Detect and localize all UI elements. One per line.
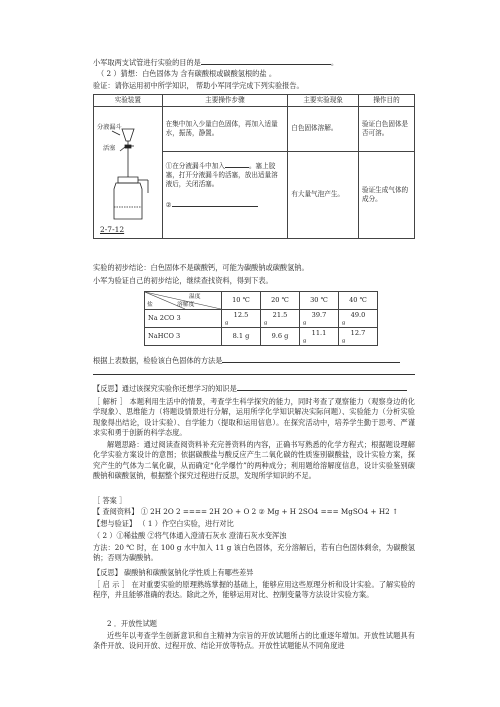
value-text: 21.5 (272, 311, 288, 320)
table-header-row (94, 95, 415, 107)
header-purpose: 操作目的 (359, 95, 415, 107)
section-heading: 2 ．开放性试题 (107, 619, 157, 628)
value-text: 49.0 (350, 311, 366, 320)
answer-line-1: 【 查阅资料】 ① 2H 2O 2 ==== 2H 2O + O 2 ② Mg + H 2SO4 === MgSO4 + H2 ↑ (93, 507, 399, 516)
verify-line: 验证：请你运用初中所学知识， 帮助小军同学完成下列实验报告。 (93, 81, 304, 90)
unit-text: g (303, 337, 307, 344)
solution-approach-paragraph: 解题思路：通过阅读查阅资料补充完善资料的内容，正确书写熟悉的化学方程式；根据题设理解化学实验方案设计的意图；依据碳酸盐与酸反应产生二氧化碳的性质鉴别碳酸盐，设计实验方案，探究产生的气体为二氧化碳，从而确定“化学爆竹”的两种成分；利用题给溶解度信息，设计实验鉴别碳酸钠和碳酸氢钠，根据整个探究过程进行反思，发现所学知识的不足。 (93, 440, 415, 481)
value-text: 12.5 (233, 311, 249, 320)
answer-blank (172, 199, 258, 207)
solubility-table (144, 291, 378, 346)
temp-cell: 40 ℃ (339, 292, 378, 310)
device-cell (94, 106, 163, 238)
row1-step: 在集中加入少量白色固体，再加入适量水，振荡，静置。 (162, 106, 288, 151)
value-cell (339, 310, 378, 328)
row1-purpose: 验证白色固体是否可溶。 (359, 106, 415, 151)
analysis-paragraph: ［ 解析 ］ 本题利用生活中的情景，考查学生科学探究的能力，同时考查了观察能力（观察身边的化学现象）、思维能力（将题设情景进行分解，运用所学化学知识解决实际问题）、实验能力（分析实验现象得出结论，设计实验）、自学能力（提取和运用信息）。在探究活动中，培养学生勤于思考、严谨求实和勇于创新的科学态度。 (93, 397, 415, 438)
answer-line-5: 【反思】 碳酸钠和碳酸氢钠化学性质上有哪些差异 (93, 568, 254, 577)
purpose-question-text: 小军取两支试管进行实验的目的是 (93, 58, 201, 67)
value-text: 9.6 g (271, 331, 289, 340)
purpose-question: 小军取两支试管进行实验的目的是 。 (93, 58, 339, 67)
value-cell (222, 328, 261, 346)
further-research: 小军为验证自己的初步结论，继续查找资料，得到下表。 (93, 276, 273, 285)
header-steps: 主要操作步骤 (162, 95, 288, 107)
unit-text: g (264, 319, 268, 326)
answer-line-4: 方法：20 ℃ 时，在 100 g 水中加入 11 g 该白色固体，充分溶解后，若有白色固体剩余，为碳酸氢钠；否则为碳酸钠。 (93, 543, 415, 563)
salt-name: Na 2CO 3 (145, 310, 222, 328)
table-row (94, 106, 415, 151)
diagonal-header-cell (145, 292, 222, 310)
solubility-header: 溶解度 (177, 302, 195, 308)
temp-cell: 30 ℃ (300, 292, 339, 310)
figure-caption: 2-7-12 (100, 224, 125, 234)
insight-paragraph: ［ 启 示 ］ 在对重要实验的原理熟练掌握的基础上，能够应用这些原理分析和设计实验。了解实验的程序，并且能够准确的表达。除此之外，能够运用对比、控制变量等方法设计实验方案。 (93, 580, 415, 600)
value-text: 12.7 (350, 329, 366, 338)
temp-cell: 10 ℃ (222, 292, 261, 310)
salt-header: 盐 (147, 302, 153, 308)
value-cell (261, 328, 300, 346)
section-paragraph: 近些年以考查学生创新意识和自主精神为宗旨的开放试题所占的比重逐年增加。开放性试题具有条件开放、设问开放、过程开放、结论开放等特点。开放性试题能从不同角度进 (93, 631, 415, 651)
value-cell (339, 328, 378, 346)
unit-text: g (342, 319, 346, 326)
answer-blank (93, 367, 415, 375)
header-phenomenon: 主要实验现象 (288, 95, 359, 107)
value-cell (222, 310, 261, 328)
answer-blank (222, 355, 400, 363)
stopcock-label: 活塞 (103, 144, 116, 152)
temp-cell: 20 ℃ (261, 292, 300, 310)
row2-phenomenon: 有大量气泡产生。 (288, 151, 359, 238)
value-text: 8.1 g (232, 331, 250, 340)
unit-text: g (342, 337, 346, 344)
unit-text: g (303, 319, 307, 326)
blank-line (93, 367, 415, 378)
method-question-text: 根据上表数据，检验该白色固体的方法是 (93, 356, 223, 365)
answer-line-3: （ 2 ）①稀盐酸 ②将气体通入澄清石灰水 澄清石灰水变浑浊 (93, 531, 287, 540)
reflection-question (93, 383, 407, 394)
salt-name: NaHCO 3 (145, 328, 222, 346)
temp-header: 温度 (189, 294, 201, 300)
answer-blank (201, 57, 331, 65)
unit-text: g (225, 319, 229, 326)
row2-step-b: 。塞上胶塞，打开分液漏斗的活塞，放出适量溶液后，关闭活塞。 (165, 161, 278, 188)
row2-step-c: ② (165, 200, 172, 209)
hypothesis-line: （ 2 ）猜想：白色固体为 含有碳酸根或碳酸氢根的盐 。 (97, 69, 277, 78)
value-text: 39.7 (311, 311, 327, 320)
value-text: 11.1 (311, 329, 327, 338)
answer-line-2: 【想与验证】 （ 1 ）作空白实验，进行对比 (93, 519, 234, 528)
method-question (93, 355, 400, 366)
funnel-label: 分液漏斗 (97, 123, 122, 131)
value-cell (300, 328, 339, 346)
row2-purpose: 验证生成气体的成分。 (359, 151, 415, 238)
answer-blank (237, 383, 407, 391)
answer-blank (225, 160, 249, 168)
table-row (145, 292, 378, 310)
row2-step (162, 151, 288, 238)
answer-label: ［ 答案 ］ (93, 496, 127, 505)
reflection-question-text: 【反思】通过该探究实验你还想学习的知识是 (93, 384, 237, 393)
table-row (145, 310, 378, 328)
row2-step-a: ①在分液漏斗中加入 (165, 161, 225, 170)
value-cell (261, 310, 300, 328)
table-row (145, 328, 378, 346)
initial-conclusion: 实验的初步结论：白色固体不是碳酸钙，可能为碳酸钠或碳酸氢钠。 (93, 263, 309, 272)
row1-phenomenon: 白色固体溶解。 (288, 106, 359, 151)
value-cell (300, 310, 339, 328)
experiment-report-table (93, 94, 415, 239)
header-device: 实验装置 (94, 95, 163, 107)
